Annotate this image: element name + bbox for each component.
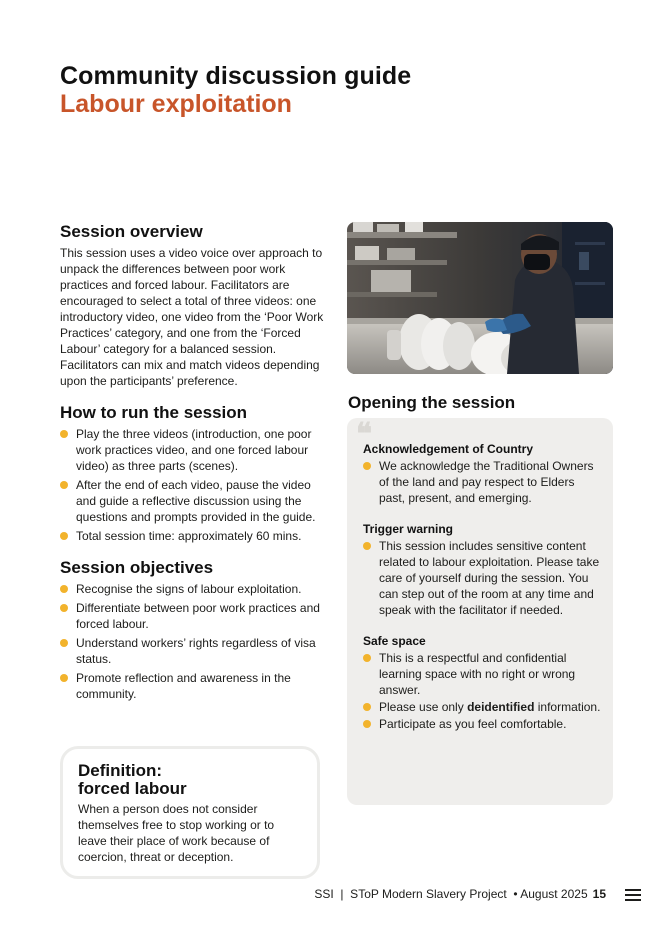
safe-space-title: Safe space [363,634,426,648]
list-item [60,581,328,597]
how-to-run-list [60,426,328,544]
how-to-run [60,403,328,544]
bullet-dot-icon [60,481,68,489]
list-item [60,670,328,702]
list-item-text: Promote reflection and awareness in the community. [76,671,291,701]
menu-icon[interactable] [625,889,641,901]
bullet-dot-icon [363,703,371,711]
list-item [60,426,328,474]
session-objectives [60,558,328,702]
safe-space-block [363,634,603,732]
definition-box [60,746,320,879]
list-item-text: Recognise the signs of labour exploitation. [76,582,302,596]
list-item-text: Play the three videos (introduction, one poor work practices video, and one forced labour video) as three parts (scenes). [76,427,312,473]
opening-panel [347,418,613,805]
session-objectives-list [60,581,328,702]
bullet-dot-icon [60,585,68,593]
safe-space-list [363,650,603,732]
menu-icon-bar [625,889,641,891]
list-item [363,538,603,618]
list-item-text: After the end of each video, pause the video and guide a reflective discussion using the questions and prompts provided in the guide. [76,478,316,524]
list-item [363,699,603,715]
bullet-dot-icon [363,654,371,662]
list-item-text-bold: deidentified [467,700,535,714]
kitchen-worker-photo [347,222,613,374]
list-item [363,458,603,506]
definition-heading-line2: forced labour [78,779,187,798]
bullet-dot-icon [60,674,68,682]
definition-heading-line1: Definition: [78,761,163,780]
menu-icon-bar [625,894,641,896]
list-item [363,650,603,698]
opening-heading: Opening the session [348,393,516,412]
trigger-warning-list [363,538,603,618]
bullet-dot-icon [363,720,371,728]
session-overview-text: This session uses a video voice over approach to unpack the differences between poor work practices and forced labour. Facilitators are encouraged to select a total of three videos: one introductory video, one video from the ‘Poor Work Practices’ category, and one from the ‘Forced Labour’ category for a balanced session. Facilitators can mix and match videos depending upon the participants’ preference. [60,246,324,388]
bullet-dot-icon [363,462,371,470]
list-item-text: This session includes sensitive content related to labour exploitation. Please take care of yourself during the session. You can step out of the room at any time and speak with the facilitator if needed. [379,539,600,617]
list-item [60,528,328,544]
trigger-warning-title: Trigger warning [363,522,454,536]
bullet-dot-icon [60,532,68,540]
list-item [60,635,328,667]
bullet-dot-icon [363,542,371,550]
bullet-dot-icon [60,639,68,647]
session-objectives-heading: Session objectives [60,558,214,577]
acknowledgement-title: Acknowledgement of Country [363,442,534,456]
page-footer [314,887,606,901]
left-column [60,222,328,705]
quote-mark-icon: ❝ [356,417,373,452]
list-item [60,477,328,525]
list-item-text-end: information. [534,700,601,714]
list-item [363,716,603,732]
menu-icon-bar [625,899,641,901]
list-item-text-start: Please use only [379,700,468,714]
definition-text: When a person does not consider themselves free to stop working or to leave their place of work because of coercion, threat or deception. [78,802,275,864]
trigger-warning-block [363,522,603,618]
page-subtitle: Labour exploitation [60,90,292,118]
bullet-dot-icon [60,430,68,438]
session-overview-heading: Session overview [60,222,203,241]
bullet-dot-icon [60,604,68,612]
list-item-text: We acknowledge the Traditional Owners of the land and pay respect to Elders past, present, and emerging. [379,459,594,505]
acknowledgement-block [363,442,603,506]
list-item [60,600,328,632]
footer-text: SSI | SToP Modern Slavery Project • August 2025 [314,887,588,901]
list-item-text: Participate as you feel comfortable. [379,717,567,731]
list-item-text: This is a respectful and confidential learning space with no right or wrong answer. [379,651,576,697]
list-item-text: Understand workers’ rights regardless of visa status. [76,636,316,666]
how-to-run-heading: How to run the session [60,403,248,422]
page-number: 15 [592,887,606,901]
list-item-text: Total session time: approximately 60 mins. [76,529,302,543]
list-item-text [379,700,600,714]
session-overview [60,222,328,389]
acknowledgement-list [363,458,603,506]
list-item-text: Differentiate between poor work practices and forced labour. [76,601,320,631]
page-title: Community discussion guide [60,62,412,90]
definition-heading [78,762,303,798]
